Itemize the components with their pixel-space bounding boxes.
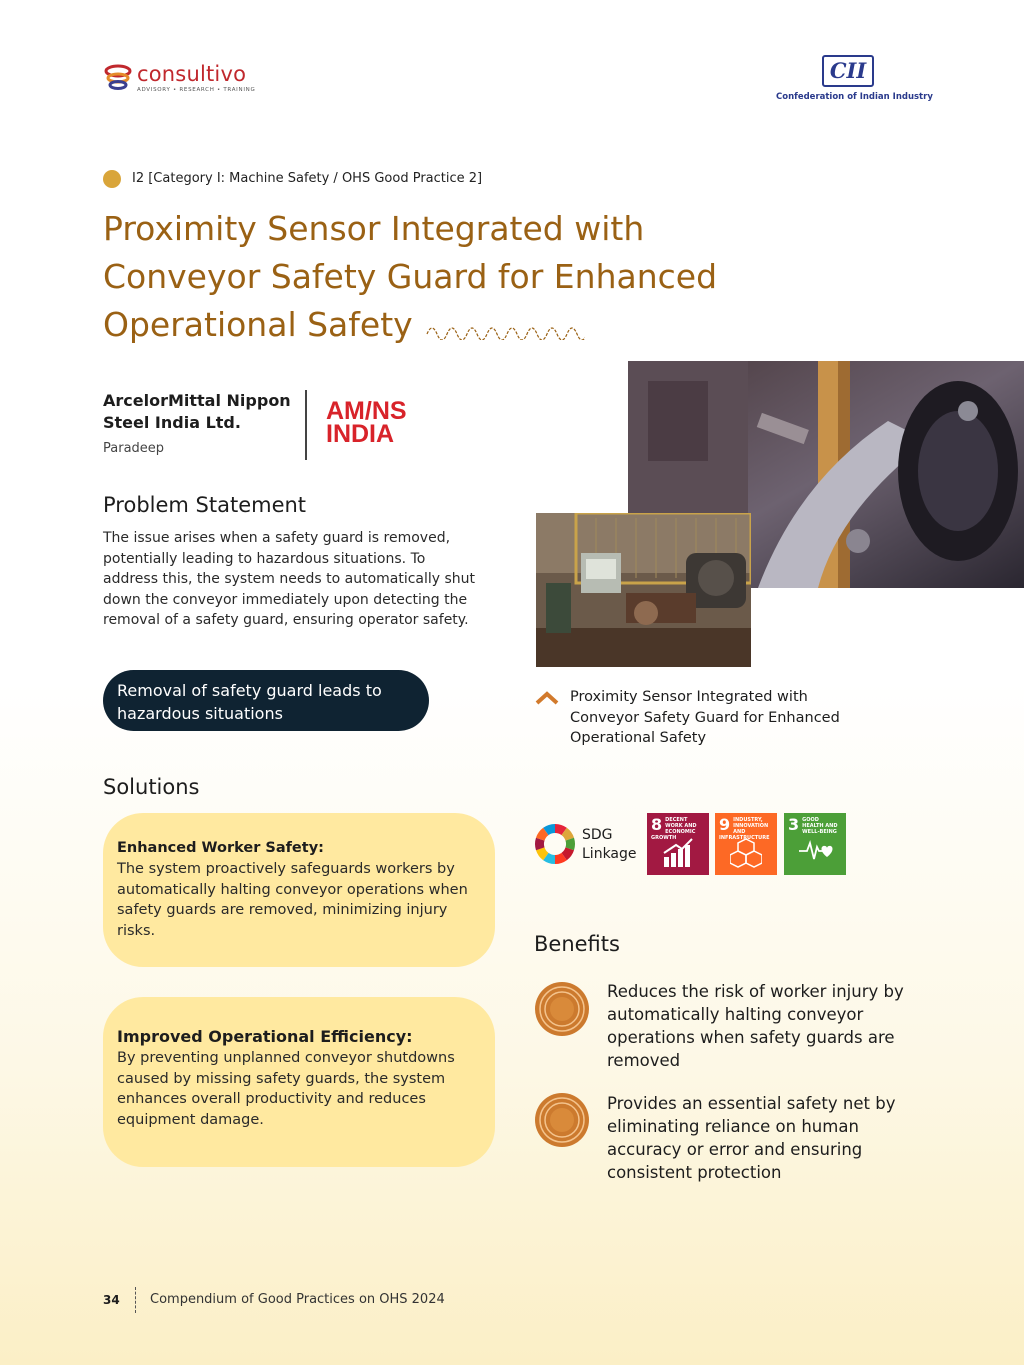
heartbeat-icon [799,837,833,865]
problem-heading: Problem Statement [103,493,307,517]
sdg-goal-number: 9 [719,815,731,834]
problem-highlight-pill: Removal of safety guard leads to hazardous situations [103,670,429,731]
sdg-goal-3-tile [784,813,846,875]
sdg-goal-9-tile [715,813,777,875]
benefit-item: Provides an essential safety net by eliminating reliance on human accuracy or error and ensuring consistent protection [607,1094,896,1182]
sdg-goal-label: GOOD HEALTH AND WELL-BEING [802,817,838,835]
footer-publication: Compendium of Good Practices on OHS 2024 [150,1292,445,1307]
solution-text: The system proactively safeguards workers by automatically halting conveyor operations when safety guards are removed, minimizing injury risks. [117,861,468,939]
squiggle-decoration-icon [425,320,585,340]
sdg-label: SDG Linkage [582,827,637,862]
benefit-circle-icon [534,1092,590,1148]
page-title: Proximity Sensor Integrated with Conveyor Safety Guard for Enhanced Operational Safety [103,209,718,344]
company-divider [305,390,307,460]
consultivo-tagline: ADVISORY • RESEARCH • TRAINING [137,87,256,93]
amns-logo-line1: AM/NS [326,397,407,425]
footer-divider [135,1287,136,1313]
chevron-up-icon [535,690,559,706]
solution-title: Enhanced Worker Safety: [117,840,324,856]
company-location: Paradeep [103,441,165,456]
cii-name: Confederation of Indian Industry [776,92,933,102]
problem-text: The issue arises when a safety guard is removed, potentially leading to hazardous situations. To address this, the system needs to automatically shut down the conveyor immediately upon detecting the removal of a safety guard, ensuring operator safety. [103,530,476,628]
benefit-item: Reduces the risk of worker injury by automatically halting conveyor operations when safety guards are removed [607,982,904,1070]
conveyor-photo-small [536,513,751,667]
benefit-circle-icon [534,981,590,1037]
consultivo-logo [103,60,263,100]
cii-abbr: CII [822,55,874,87]
photo-caption: Proximity Sensor Integrated with Conveyor Safety Guard for Enhanced Operational Safety [570,689,840,746]
solution-card [103,813,495,967]
sdg-wheel-icon [534,823,576,865]
category-label: I2 [Category I: Machine Safety / OHS Good Practice 2] [132,171,483,186]
cii-logo [776,55,933,105]
consultivo-swirl-icon [103,62,135,92]
solutions-heading: Solutions [103,775,200,799]
sdg-goal-8-tile [647,813,709,875]
growth-chart-icon [662,837,694,869]
sdg-goal-label: DECENT WORK AND ECONOMIC GROWTH [651,817,697,841]
amns-logo [326,397,407,448]
benefits-heading: Benefits [534,932,620,956]
category-dot-icon [103,170,121,188]
company-name: ArcelorMittal Nippon Steel India Ltd. [103,391,291,432]
solution-title: Improved Operational Efficiency: [117,1027,413,1046]
sdg-goal-number: 3 [788,815,800,834]
solution-card [103,997,495,1167]
solution-text: By preventing unplanned conveyor shutdowns caused by missing safety guards, the system enhances overall productivity and reduces equipment damage. [117,1050,455,1128]
cubes-icon [730,837,762,869]
sdg-goal-label: INDUSTRY, INNOVATION AND INFRASTRUCTURE [719,817,770,841]
page-number: 34 [103,1293,120,1307]
sdg-goal-number: 8 [651,815,663,834]
consultivo-wordmark: consultivo [137,62,247,86]
amns-logo-line2: INDIA [326,420,395,448]
